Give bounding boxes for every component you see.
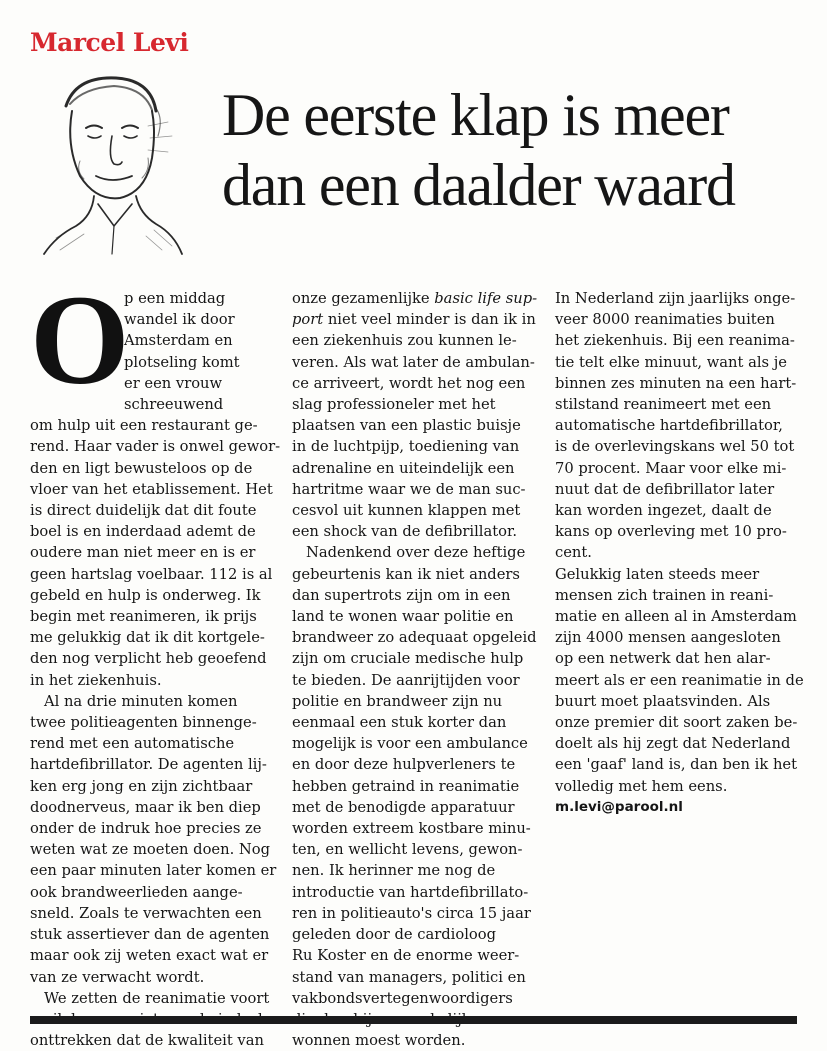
body-line: Ru Koster en de enorme weer- — [292, 947, 520, 965]
body-line: in het ziekenhuis. — [30, 671, 162, 689]
body-line: mogelijk is voor een ambulance — [292, 735, 528, 753]
body-line: kans op overleving met 10 pro- — [555, 523, 787, 541]
bottom-rule — [30, 1016, 797, 1024]
body-line: hartdefibrillator. De agenten lij- — [30, 756, 267, 774]
body-line: tie telt elke minuut, want als je — [555, 353, 787, 371]
body-line: onttrekken dat de kwaliteit van — [30, 1032, 264, 1050]
body-line: veer 8000 reanimaties buiten — [555, 311, 775, 329]
body-line: den nog verplicht heb geoefend — [30, 650, 267, 668]
body-line: stand van managers, politici en — [292, 968, 526, 986]
body-line: ten, en wellicht levens, gewon- — [292, 841, 523, 859]
body-line: slag professioneler met het — [292, 396, 496, 414]
body-line: begin met reanimeren, ik prijs — [30, 608, 257, 626]
italic-term: port — [292, 311, 324, 329]
body-line: om hulp uit een restaurant ge- — [30, 417, 258, 435]
body-line: binnen zes minuten na een hart- — [555, 374, 797, 392]
headline-line-2: dan een daalder waard — [222, 152, 735, 218]
body-line: 70 procent. Maar voor elke mi- — [555, 459, 787, 477]
body-line: met de benodigde apparatuur — [292, 798, 515, 816]
article-column-3 — [555, 288, 804, 818]
body-line: nen. Ik herinner me nog de — [292, 862, 496, 880]
body-line: onder de indruk hoe precies ze — [30, 820, 262, 838]
body-line: We zetten de reanimatie voort — [44, 989, 270, 1007]
body-line: het ziekenhuis. Bij een reanima- — [555, 332, 795, 350]
body-line: ce arriveert, wordt het nog een — [292, 374, 526, 392]
body-text: niet veel minder is dan ik in — [323, 311, 536, 329]
body-line: nuut dat de defibrillator later — [555, 480, 775, 498]
body-line: en door deze hulpverleners te — [292, 756, 516, 774]
body-line: stuk assertiever dan de agenten — [30, 926, 270, 944]
body-line: rend. Haar vader is onwel gewor- — [30, 438, 281, 456]
body-line: schreeuwend — [124, 396, 224, 414]
body-line: adrenaline en uiteindelijk een — [292, 459, 515, 477]
body-line: den en ligt bewusteloos op de — [30, 459, 253, 477]
body-line: Amsterdam en — [124, 332, 233, 350]
body-line: onze premier dit soort zaken be- — [555, 714, 798, 732]
article-column-1 — [30, 269, 281, 1051]
body-line: een ziekenhuis zou kunnen le- — [292, 332, 517, 350]
body-line: is direct duidelijk dat dit foute — [30, 502, 257, 520]
body-line: er een vrouw — [124, 374, 223, 392]
body-line: sneld. Zoals te verwachten een — [30, 904, 262, 922]
author-byline: Marcel Levi — [30, 28, 189, 57]
body-line: cent. — [555, 544, 592, 562]
body-line: me gelukkig dat ik dit kortgele- — [30, 629, 265, 647]
author-portrait — [36, 66, 186, 256]
body-line: gebeld en hulp is onderweg. Ik — [30, 586, 261, 604]
body-line: gebeurtenis kan ik niet anders — [292, 565, 520, 583]
body-line: wonnen moest worden. — [292, 1032, 466, 1050]
body-line: plaatsen van een plastic buisje — [292, 417, 521, 435]
body-line: meert als er een reanimatie in de — [555, 671, 804, 689]
body-line: ken erg jong en zijn zichtbaar — [30, 777, 253, 795]
article-column-2 — [292, 288, 538, 1051]
body-line: mensen zich trainen in reani- — [555, 586, 774, 604]
body-line: een 'gaaf' land is, dan ben ik het — [555, 756, 797, 774]
body-line: zijn om cruciale medische hulp — [292, 650, 524, 668]
body-line: een shock van de defibrillator. — [292, 523, 518, 541]
body-line: land te wonen waar politie en — [292, 608, 514, 626]
headline-line-1: De eerste klap is meer — [222, 82, 729, 148]
body-line: weten wat ze moeten doen. Nog — [30, 841, 270, 859]
body-line: volledig met hem eens. — [555, 777, 728, 795]
body-line: introductie van hartdefibrillato- — [292, 883, 529, 901]
body-line: In Nederland zijn jaarlijks onge- — [555, 290, 796, 307]
body-line: van ze verwacht wordt. — [30, 968, 205, 986]
body-line: rend met een automatische — [30, 735, 235, 753]
body-line: eenmaal een stuk korter dan — [292, 714, 507, 732]
body-line: vakbondsvertegenwoordigers — [292, 989, 513, 1007]
body-line: ook brandweerlieden aange- — [30, 883, 243, 901]
body-line: kan worden ingezet, daalt de — [555, 502, 772, 520]
body-line: te bieden. De aanrijtijden voor — [292, 671, 520, 689]
body-line: twee politieagenten binnenge- — [30, 714, 257, 732]
body-line: boel is en inderdaad ademt de — [30, 523, 256, 541]
body-line: p een middag — [124, 290, 226, 307]
body-line: doodnerveus, maar ik ben diep — [30, 798, 261, 816]
body-line: doelt als hij zegt dat Nederland — [555, 735, 791, 753]
body-line: cesvol uit kunnen klappen met — [292, 502, 521, 520]
body-line: Al na drie minuten komen — [44, 692, 238, 710]
body-line: politie en brandweer zijn nu — [292, 692, 503, 710]
body-line: dan supertrots zijn om in een — [292, 586, 511, 604]
body-line: stilstand reanimeert met een — [555, 396, 772, 414]
body-line: vloer van het etablissement. Het — [30, 480, 273, 498]
body-line: Gelukkig laten steeds meer — [555, 565, 760, 583]
body-line: ren in politieauto's circa 15 jaar — [292, 904, 531, 922]
body-line: automatische hartdefibrillator, — [555, 417, 783, 435]
body-line: plotseling komt — [124, 353, 240, 371]
body-line: veren. Als wat later de ambulan- — [292, 353, 535, 371]
headline — [222, 80, 822, 220]
body-text: onze gezamenlijke — [292, 290, 435, 307]
body-line — [292, 309, 536, 330]
body-line: op een netwerk dat hen alar- — [555, 650, 771, 668]
body-line: is de overlevingskans wel 50 tot — [555, 438, 795, 456]
body-line: geen hartslag voelbaar. 112 is al — [30, 565, 273, 583]
body-line: buurt moet plaatsvinden. Als — [555, 692, 771, 710]
body-line: een paar minuten later komen er — [30, 862, 277, 880]
body-line: wandel ik door — [124, 311, 235, 329]
author-email-link[interactable]: m.levi@parool.nl — [555, 798, 683, 815]
body-line: zijn 4000 mensen aangesloten — [555, 629, 781, 647]
body-line: maar ook zij weten exact wat er — [30, 947, 269, 965]
body-line: Nadenkend over deze heftige — [306, 544, 526, 562]
body-line: geleden door de cardioloog — [292, 926, 496, 944]
body-line: in de luchtpijp, toediening van — [292, 438, 520, 456]
italic-term: basic life sup- — [434, 290, 538, 307]
body-line: matie en alleen al in Amsterdam — [555, 608, 797, 626]
drop-cap: O — [30, 269, 130, 411]
body-line: brandweer zo adequaat opgeleid — [292, 629, 537, 647]
body-line: hartritme waar we de man suc- — [292, 480, 526, 498]
body-line — [292, 288, 538, 309]
body-line: worden extreem kostbare minu- — [292, 820, 531, 838]
body-line: hebben getraind in reanimatie — [292, 777, 520, 795]
body-line: oudere man niet meer en is er — [30, 544, 256, 562]
